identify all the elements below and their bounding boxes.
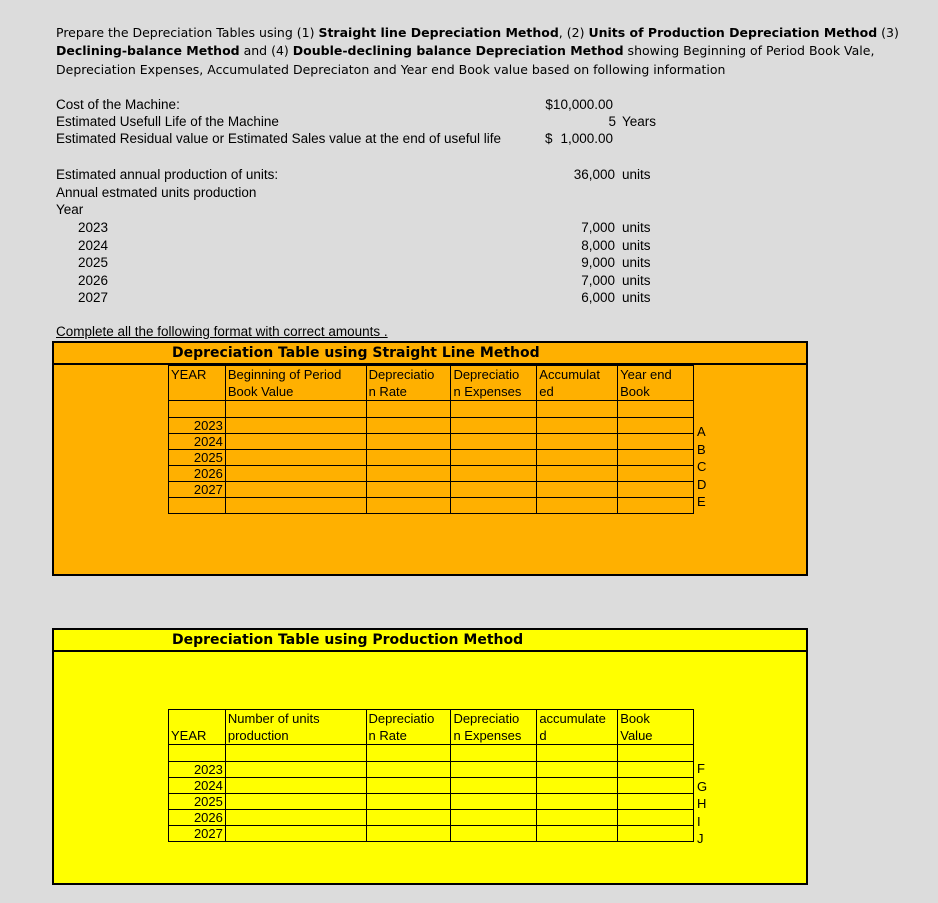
- side-letter-label: G: [697, 778, 708, 794]
- units-unit: units: [622, 255, 651, 271]
- gridline: [924, 0, 925, 903]
- straight-line-table: [168, 365, 694, 514]
- answer-cell[interactable]: [537, 434, 618, 450]
- answer-cell[interactable]: [618, 498, 694, 514]
- instruction-line-2: [56, 42, 874, 59]
- column-header[interactable]: [618, 366, 694, 401]
- empty-cell[interactable]: [366, 401, 451, 418]
- table-row: [169, 762, 694, 778]
- answer-cell[interactable]: [618, 778, 694, 794]
- instruction-text: and (4): [239, 43, 293, 58]
- answer-cell[interactable]: [537, 418, 618, 434]
- answer-cell[interactable]: [537, 762, 618, 778]
- units-unit: units: [622, 290, 651, 306]
- empty-cell[interactable]: [169, 745, 226, 762]
- column-header-line: Book: [620, 711, 650, 726]
- residual-currency: $: [545, 131, 553, 146]
- header-row: [169, 710, 694, 745]
- answer-cell[interactable]: [618, 450, 694, 466]
- table-row: [169, 466, 694, 482]
- table-row: [169, 482, 694, 498]
- side-letter-label: C: [697, 459, 707, 474]
- column-header[interactable]: [366, 366, 451, 401]
- year-cell[interactable]: 2024: [169, 778, 226, 794]
- production-side-letters: [697, 760, 707, 848]
- column-header-line: [171, 383, 223, 400]
- units-value[interactable]: 7,000: [581, 220, 615, 235]
- empty-cell[interactable]: [537, 401, 618, 418]
- answer-cell[interactable]: [366, 826, 451, 842]
- column-header-line: ed: [539, 384, 554, 399]
- production-title: Depreciation Table using Production Method: [172, 632, 524, 648]
- answer-cell[interactable]: [537, 450, 618, 466]
- column-header-line: Depreciatio: [368, 367, 435, 382]
- column-header[interactable]: [225, 366, 366, 401]
- units-value[interactable]: 9,000: [581, 255, 615, 271]
- year-cell[interactable]: 2027: [78, 290, 109, 306]
- side-letter-label: I: [697, 813, 701, 829]
- production-table: [168, 709, 694, 842]
- answer-cell[interactable]: [618, 794, 694, 810]
- instruction-text: Prepare the Depreciation Tables using (1): [56, 25, 319, 40]
- units-value[interactable]: 7,000: [581, 272, 615, 288]
- empty-cell[interactable]: [618, 401, 694, 418]
- column-header-line: n Expenses: [453, 384, 522, 399]
- answer-cell[interactable]: [537, 826, 618, 842]
- answer-cell[interactable]: [225, 762, 366, 778]
- table-row: [169, 794, 694, 810]
- year-cell[interactable]: 2026: [169, 810, 226, 826]
- side-letter-label: F: [697, 761, 705, 776]
- answer-cell[interactable]: [618, 826, 694, 842]
- instruction-line-3: Depreciation Expenses, Accumulated Depreciaton and Year end Book value based on following information: [56, 62, 726, 77]
- instruction-bold: Declining-balance Method: [56, 43, 240, 58]
- units-unit: units: [622, 237, 651, 253]
- year-cell[interactable]: 2027: [169, 482, 226, 498]
- table-row: [169, 450, 694, 466]
- table-row: [169, 434, 694, 450]
- instruction-text: (3): [877, 25, 899, 40]
- answer-cell[interactable]: [366, 482, 451, 498]
- answer-cell[interactable]: [225, 434, 366, 450]
- answer-cell[interactable]: [366, 778, 451, 794]
- answer-cell[interactable]: [537, 794, 618, 810]
- column-header-line: YEAR: [171, 728, 207, 743]
- column-header[interactable]: [451, 366, 537, 401]
- empty-cell[interactable]: [225, 401, 366, 418]
- year-cell[interactable]: 2023: [169, 762, 226, 778]
- answer-cell[interactable]: [225, 482, 366, 498]
- answer-cell[interactable]: [537, 482, 618, 498]
- answer-cell[interactable]: [618, 434, 694, 450]
- column-header-line: Accumulat: [539, 367, 600, 382]
- answer-cell[interactable]: [618, 762, 694, 778]
- answer-cell[interactable]: [618, 418, 694, 434]
- year-cell[interactable]: 2025: [78, 255, 109, 271]
- table-row: [169, 498, 694, 514]
- year-cell[interactable]: 2024: [169, 434, 226, 450]
- empty-cell[interactable]: [225, 745, 366, 762]
- instruction-text: showing Beginning of Period Book Vale,: [623, 43, 875, 58]
- year-cell[interactable]: 2026: [169, 466, 226, 482]
- residual-label: Estimated Residual value or Estimated Sales value at the end of useful life: [56, 131, 501, 146]
- answer-cell[interactable]: [537, 498, 618, 514]
- answer-cell[interactable]: [225, 418, 366, 434]
- year-cell[interactable]: 2023: [169, 418, 226, 434]
- answer-cell[interactable]: [451, 794, 537, 810]
- life-value[interactable]: 5: [608, 114, 616, 129]
- column-header-line: n Rate: [368, 384, 407, 399]
- column-header-line: Year end: [620, 367, 672, 382]
- answer-cell[interactable]: [451, 810, 537, 826]
- answer-cell[interactable]: [451, 466, 537, 482]
- instruction-text: , (2): [558, 25, 589, 40]
- column-header[interactable]: [366, 710, 451, 745]
- answer-cell[interactable]: [366, 434, 451, 450]
- side-letter-label: E: [697, 494, 706, 509]
- answer-cell[interactable]: [537, 810, 618, 826]
- gridline: [840, 0, 841, 903]
- empty-cell[interactable]: [618, 745, 694, 762]
- spacer-row: [169, 745, 694, 762]
- column-header-line: d: [539, 728, 547, 743]
- answer-cell[interactable]: [618, 810, 694, 826]
- table-row: [169, 810, 694, 826]
- answer-cell[interactable]: [366, 498, 451, 514]
- answer-cell[interactable]: [537, 466, 618, 482]
- empty-cell[interactable]: [366, 745, 451, 762]
- year-label: Year: [56, 202, 84, 217]
- table-row: [169, 826, 694, 842]
- answer-cell[interactable]: [225, 794, 366, 810]
- column-header[interactable]: [537, 366, 618, 401]
- answer-cell[interactable]: [366, 794, 451, 810]
- production-value[interactable]: 36,000: [573, 167, 615, 182]
- year-cell[interactable]: 2025: [169, 450, 226, 466]
- answer-cell[interactable]: [169, 498, 226, 514]
- column-header-line: Beginning of Period: [227, 367, 342, 382]
- answer-cell[interactable]: [225, 498, 366, 514]
- column-header-line: [171, 710, 223, 727]
- answer-cell[interactable]: [451, 482, 537, 498]
- answer-cell[interactable]: [451, 418, 537, 434]
- answer-cell[interactable]: [225, 826, 366, 842]
- production-unit: units: [622, 167, 651, 182]
- straight-line-title: Depreciation Table using Straight Line Method: [172, 345, 540, 361]
- column-header[interactable]: [618, 710, 694, 745]
- answer-cell[interactable]: [451, 826, 537, 842]
- column-header-line: Depreciatio: [453, 711, 520, 726]
- answer-cell[interactable]: [451, 434, 537, 450]
- units-value[interactable]: 8,000: [581, 237, 615, 253]
- answer-cell[interactable]: [451, 778, 537, 794]
- column-header-line: Book Value: [227, 384, 294, 399]
- empty-cell[interactable]: [169, 401, 226, 418]
- answer-cell[interactable]: [366, 810, 451, 826]
- column-header[interactable]: [225, 710, 366, 745]
- life-label: Estimated Usefull Life of the Machine: [56, 114, 279, 129]
- column-header-line: Depreciatio: [453, 367, 520, 382]
- year-cell[interactable]: 2026: [78, 272, 109, 288]
- column-header[interactable]: [169, 710, 226, 745]
- column-header[interactable]: [451, 710, 537, 745]
- column-header[interactable]: [537, 710, 618, 745]
- straight-line-side-letters: [697, 423, 706, 511]
- column-header-line: production: [227, 728, 289, 743]
- empty-cell[interactable]: [537, 745, 618, 762]
- cost-value[interactable]: $10,000.00: [545, 97, 613, 112]
- year-cell[interactable]: 2023: [78, 220, 109, 235]
- answer-cell[interactable]: [451, 762, 537, 778]
- instruction-bold: Units of Production Depreciation Method: [588, 25, 878, 40]
- column-header-line: Number of units: [227, 711, 320, 726]
- residual-value[interactable]: 1,000.00: [560, 131, 613, 146]
- table-row: [169, 778, 694, 794]
- answer-cell[interactable]: [225, 466, 366, 482]
- units-value[interactable]: 6,000: [581, 290, 615, 306]
- annual-production-label: Annual estmated units production: [56, 185, 257, 200]
- year-cell[interactable]: 2024: [78, 237, 109, 253]
- answer-cell[interactable]: [366, 466, 451, 482]
- answer-cell[interactable]: [225, 778, 366, 794]
- table-row: [169, 418, 694, 434]
- side-letter-label: A: [697, 424, 706, 439]
- side-letter-label: H: [697, 796, 707, 811]
- units-unit: units: [622, 220, 651, 235]
- answer-cell[interactable]: [366, 418, 451, 434]
- header-row: [169, 366, 694, 401]
- cost-label: Cost of the Machine:: [56, 97, 180, 112]
- instruction-line-1: [56, 24, 899, 41]
- answer-cell[interactable]: [618, 466, 694, 482]
- answer-cell[interactable]: [451, 498, 537, 514]
- answer-cell[interactable]: [537, 778, 618, 794]
- spacer-row: [169, 401, 694, 418]
- column-header-line: Value: [620, 728, 653, 743]
- answer-cell[interactable]: [366, 762, 451, 778]
- production-label: Estimated annual production of units:: [56, 167, 279, 182]
- answer-cell[interactable]: [225, 810, 366, 826]
- complete-note: Complete all the following format with correct amounts .: [56, 324, 388, 339]
- side-letter-label: B: [697, 441, 706, 457]
- column-header-line: Book: [620, 384, 650, 399]
- year-cell[interactable]: 2027: [169, 826, 226, 842]
- empty-cell[interactable]: [451, 745, 537, 762]
- column-header-line: n Expenses: [453, 728, 522, 743]
- column-header[interactable]: [169, 366, 226, 401]
- column-header-line: accumulate: [539, 711, 606, 726]
- answer-cell[interactable]: [225, 450, 366, 466]
- answer-cell[interactable]: [618, 482, 694, 498]
- column-header-line: Depreciatio: [368, 711, 435, 726]
- answer-cell[interactable]: [366, 450, 451, 466]
- side-letter-label: J: [697, 831, 704, 846]
- empty-cell[interactable]: [451, 401, 537, 418]
- units-unit: units: [622, 272, 651, 288]
- column-header-line: n Rate: [368, 728, 407, 743]
- side-letter-label: D: [697, 476, 707, 492]
- answer-cell[interactable]: [451, 450, 537, 466]
- life-unit: Years: [622, 114, 657, 129]
- instruction-bold: Double-declining balance Depreciation Method: [292, 43, 624, 58]
- column-header-line: YEAR: [171, 367, 207, 382]
- year-cell[interactable]: 2025: [169, 794, 226, 810]
- instruction-bold: Straight line Depreciation Method: [318, 25, 559, 40]
